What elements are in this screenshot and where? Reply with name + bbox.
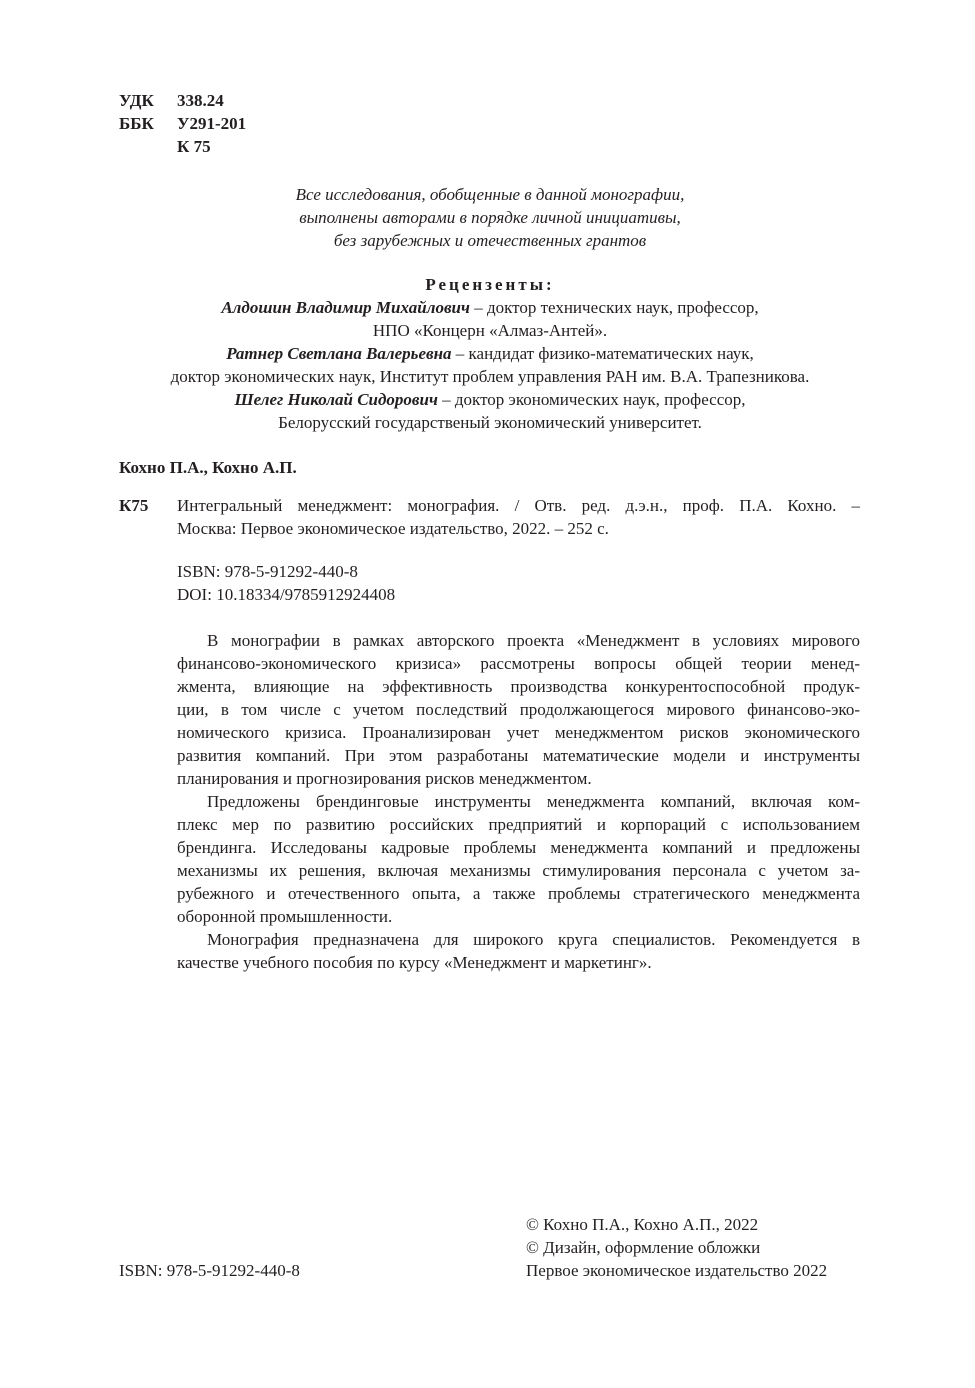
abstract-line: Монография предназначена для широкого круга специалистов. Рекомендуется в (207, 930, 860, 949)
reviewers-heading: Рецензенты: (425, 275, 555, 294)
abstract-line: плекс мер по развитию российских предприятий и корпораций с использованием (177, 815, 860, 834)
abstract-line: Предложены брендинговые инструменты менеджмента компаний, включая ком- (207, 792, 860, 811)
abstract-line: механизмы их решения, включая механизмы стимулирования персонала с учетом за- (177, 861, 860, 880)
abstract (177, 629, 860, 974)
reviewer-name: Алдошин Владимир Михайлович (221, 298, 470, 317)
bib-line: Москва: Первое экономическое издательство, 2022. – 252 с. (177, 519, 609, 538)
reviewers-block (90, 273, 890, 434)
abstract-line: ции, в том числе с учетом последствий продолжающегося мирового финансово-эко- (177, 700, 860, 719)
abstract-line: развития компаний. При этом разработаны математические модели и инструменты (177, 746, 860, 765)
epigraph (100, 183, 880, 252)
abstract-line: финансово-экономического кризиса» рассмотрены вопросы общей теории менед- (177, 654, 860, 673)
reviewer-desc: – кандидат физико-математических наук, (451, 344, 754, 363)
reviewer-desc: – доктор экономических наук, профессор, (437, 390, 746, 409)
abstract-line: качестве учебного пособия по курсу «Менеджмент и маркетинг». (177, 953, 652, 972)
abstract-line: номического кризиса. Проанализирован учет менеджментом рисков экономического (177, 723, 860, 742)
bib-doi: DOI: 10.18334/9785912924408 (177, 585, 396, 604)
bib-line: Интегральный менеджмент: монография. / Отв. ред. д.э.н., проф. П.А. Кохно. – (177, 496, 860, 515)
abstract-line: рубежного и отечественного опыта, а также проблемы стратегического менеджмента (177, 884, 860, 903)
udk-value: 338.24 (177, 91, 224, 110)
abstract-line: планирования и прогнозирования рисков менеджментом. (177, 769, 592, 788)
abstract-line: брендинга. Исследованы кадровые проблемы менеджмента компаний и предложены (177, 838, 860, 857)
abstract-line: жмента, влияющие на эффективность производства конкурентоспособной продук- (177, 677, 860, 696)
bib-isbn: ISBN: 978-5-91292-440-8 (177, 562, 358, 581)
authors: Кохно П.А., Кохно А.П. (119, 458, 297, 477)
footer-isbn: ISBN: 978-5-91292-440-8 (119, 1261, 300, 1280)
copyright-line: © Кохно П.А., Кохно А.П., 2022 (526, 1215, 759, 1234)
reviewer-name: Шелег Николай Сидорович (234, 390, 438, 409)
reviewer-desc: – доктор технических наук, профессор, (469, 298, 759, 317)
classification-block (119, 89, 246, 158)
epigraph-line: Все исследования, обобщенные в данной монографии, (295, 185, 685, 204)
reviewer-affiliation: Белорусский государственый экономический университет. (278, 413, 702, 432)
copyright-line: Первое экономическое издательство 2022 (526, 1261, 828, 1280)
bib-description (177, 494, 860, 606)
bbk-value: У291-201 (177, 114, 247, 133)
abstract-line: В монографии в рамках авторского проекта «Менеджмент в условиях мирового (207, 631, 860, 650)
copyright-line: © Дизайн, оформление обложки (526, 1238, 761, 1257)
copyright-block (526, 1213, 827, 1282)
reviewer-name: Ратнер Светлана Валерьевна (226, 344, 452, 363)
author-mark: К 75 (177, 137, 211, 156)
reviewer-affiliation: доктор экономических наук, Институт проблем управления РАН им. В.А. Трапезникова. (170, 367, 810, 386)
epigraph-line: выполнены авторами в порядке личной инициативы, (299, 208, 681, 227)
bbk-label: ББК (119, 114, 154, 133)
abstract-line: оборонной промышленности. (177, 907, 393, 926)
epigraph-line: без зарубежных и отечественных грантов (333, 231, 647, 250)
udk-label: УДК (119, 91, 154, 110)
bib-mark: К75 (119, 496, 149, 515)
reviewer-affiliation: НПО «Концерн «Алмаз-Антей». (372, 321, 608, 340)
